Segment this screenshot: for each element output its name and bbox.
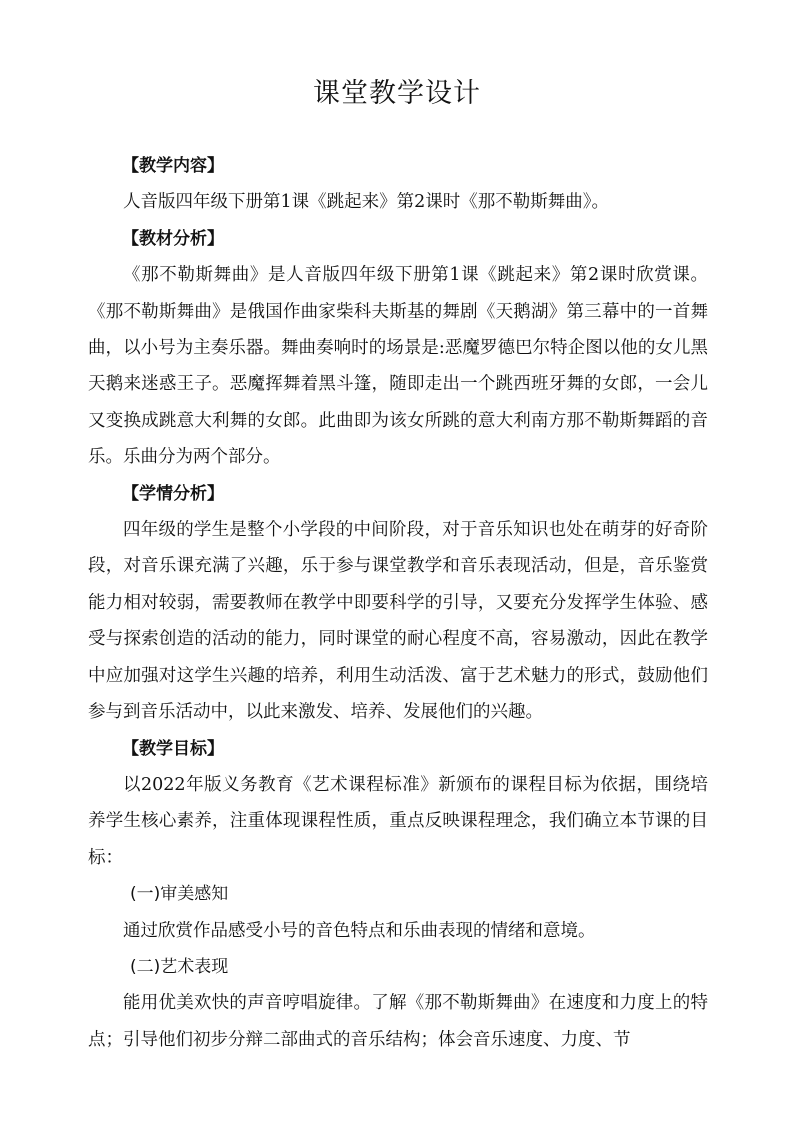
- paragraph-aesthetic-perception: 通过欣赏作品感受小号的音色特点和乐曲表现的情绪和意境。: [123, 920, 596, 941]
- subheading-artistic-expression: (二)艺术表现: [130, 956, 229, 977]
- paragraph-material-analysis: 《那不勒斯舞曲》是人音版四年级下册第1课《跳起来》第2课时欣赏课。《那不勒斯舞曲》是俄国作曲家柴科夫斯基的舞剧《天鹅湖》第三幕中的一首舞曲，以小号为主奏乐器。舞曲奏响时的场景是:恶魔罗德巴尔特企图以他的女儿黑天鹅来迷惑王子。恶魔挥舞着黑斗篷，随即走出一个跳西班牙舞的女郎，一会儿又变换成跳意大利舞的女郎。此曲即为该女所跳的意大利南方那不勒斯舞蹈的音乐。乐曲分为两个部分。: [88, 265, 708, 468]
- heading-material-analysis: 【教材分析】: [122, 228, 224, 249]
- document-title: 课堂教学设计: [313, 78, 481, 109]
- paragraph-teaching-goals: 以2022年版义务教育《艺术课程标准》新颁布的课程目标为依据，围绕培养学生核心素养，注重体现课程性质，重点反映课程理念，我们确立本节课的目标：: [88, 774, 708, 868]
- paragraph-teaching-content: 人音版四年级下册第1课《跳起来》第2课时《那不勒斯舞曲》。: [123, 192, 610, 213]
- paragraph-student-analysis: 四年级的学生是整个小学段的中间阶段，对于音乐知识也处在萌芽的好奇阶段，对音乐课充满了兴趣，乐于参与课堂教学和音乐表现活动，但是，音乐鉴赏能力相对较弱，需要教师在教学中即要科学的引导，又要充分发挥学生体验、感受与探索创造的活动的能力，同时课堂的耐心程度不高，容易激动，因此在教学中应加强对这学生兴趣的培养，利用生动活泼、富于艺术魅力的形式，鼓励他们参与到音乐活动中，以此来激发、培养、发展他们的兴趣。: [88, 520, 708, 723]
- heading-student-analysis: 【学情分析】: [122, 483, 224, 504]
- heading-teaching-goals: 【教学目标】: [122, 738, 224, 759]
- subheading-aesthetic-perception: (一)审美感知: [130, 884, 229, 905]
- heading-teaching-content: 【教学内容】: [122, 156, 224, 176]
- paragraph-artistic-expression: 能用优美欢快的声音哼唱旋律。了解《那不勒斯舞曲》在速度和力度上的特点；引导他们初步分辩二部曲式的音乐结构；体会音乐速度、力度、节: [88, 993, 708, 1050]
- document-body: [88, 148, 708, 1058]
